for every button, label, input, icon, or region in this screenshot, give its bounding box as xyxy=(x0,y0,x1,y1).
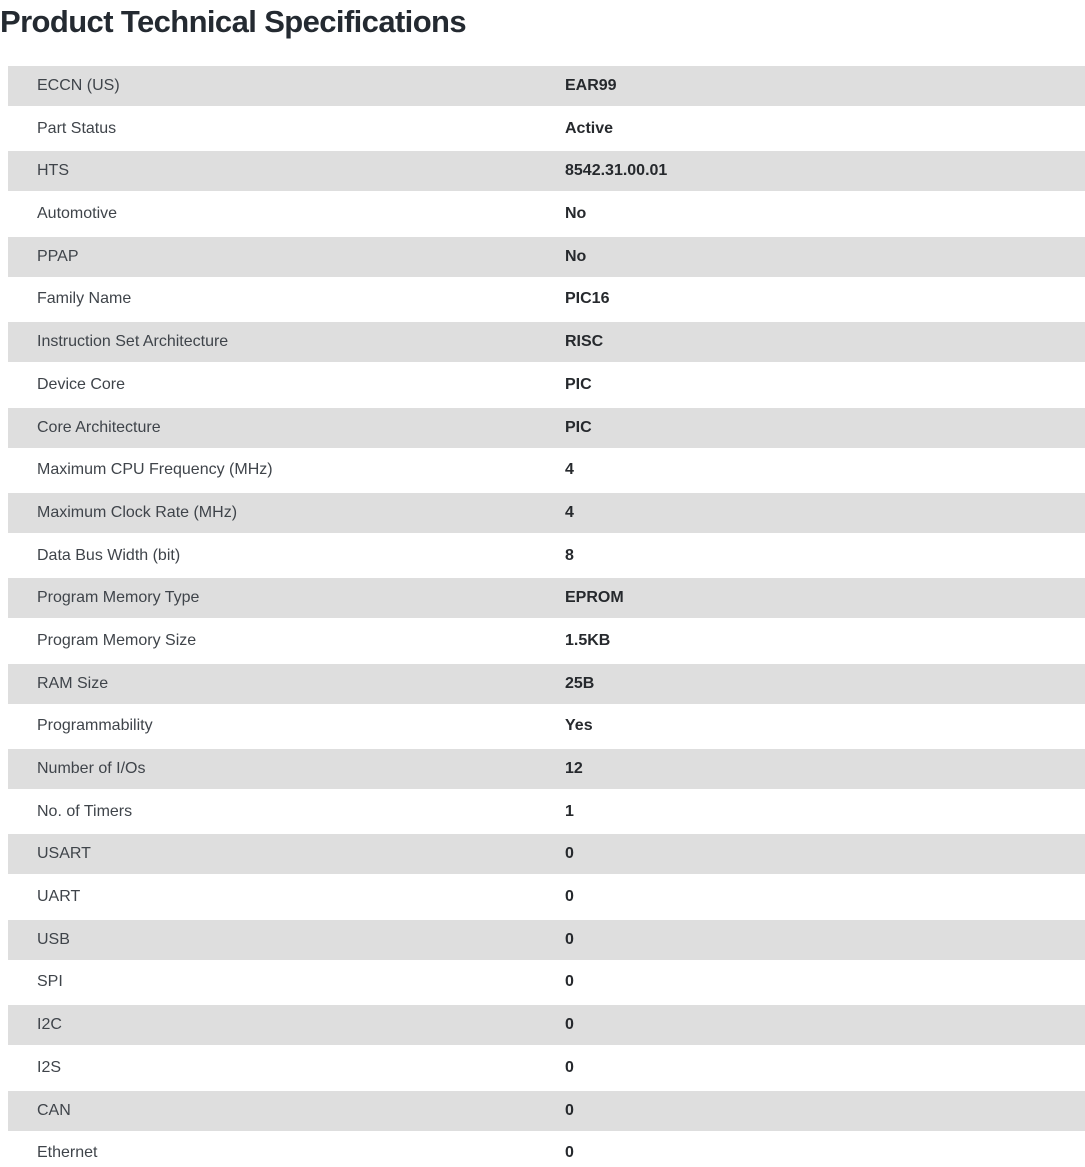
spec-row xyxy=(8,109,1085,149)
spec-row xyxy=(8,322,1085,362)
spec-value: 4 xyxy=(565,461,574,479)
spec-value: RISC xyxy=(565,333,604,351)
spec-value: Active xyxy=(565,119,614,137)
spec-row xyxy=(8,749,1085,789)
spec-row xyxy=(8,664,1085,704)
spec-label: USB xyxy=(37,930,70,948)
spec-row xyxy=(8,237,1085,277)
spec-row xyxy=(8,621,1085,661)
spec-label: PPAP xyxy=(37,247,79,265)
spec-label: Program Memory Size xyxy=(37,631,197,649)
spec-value: 1 xyxy=(565,802,574,820)
spec-label: Maximum Clock Rate (MHz) xyxy=(37,503,238,521)
spec-row xyxy=(8,962,1085,1002)
spec-label: RAM Size xyxy=(37,674,109,692)
spec-table xyxy=(0,66,1085,1167)
spec-label: Automotive xyxy=(37,205,118,223)
spec-label: Device Core xyxy=(37,375,126,393)
spec-value: 0 xyxy=(565,845,574,863)
spec-value: No xyxy=(565,205,587,223)
spec-label: Core Architecture xyxy=(37,418,161,436)
spec-row xyxy=(8,194,1085,234)
spec-row xyxy=(8,1091,1085,1131)
spec-value: 0 xyxy=(565,930,574,948)
spec-label: Family Name xyxy=(37,290,132,308)
spec-row xyxy=(8,1005,1085,1045)
spec-value: 0 xyxy=(565,973,574,991)
spec-row xyxy=(8,66,1085,106)
spec-label: Program Memory Type xyxy=(37,589,200,607)
spec-label: No. of Timers xyxy=(37,802,133,820)
spec-value: 0 xyxy=(565,1058,574,1076)
spec-value: EAR99 xyxy=(565,77,617,94)
spec-value: No xyxy=(565,247,587,265)
spec-row xyxy=(8,1048,1085,1088)
spec-label: USART xyxy=(37,845,91,863)
spec-row xyxy=(8,279,1085,319)
spec-value: PIC xyxy=(565,418,592,436)
spec-label: UART xyxy=(37,888,81,906)
page-title: Product Technical Specifications xyxy=(0,4,467,39)
spec-value: 8542.31.00.01 xyxy=(565,162,668,180)
spec-row xyxy=(8,920,1085,960)
spec-value: 1.5KB xyxy=(565,631,611,649)
spec-label: Instruction Set Architecture xyxy=(37,333,229,351)
spec-label: Part Status xyxy=(37,119,117,137)
spec-label: Data Bus Width (bit) xyxy=(37,546,181,564)
spec-row xyxy=(8,578,1085,618)
spec-value: PIC xyxy=(565,375,592,393)
spec-label: Maximum CPU Frequency (MHz) xyxy=(37,461,273,479)
spec-value: PIC16 xyxy=(565,290,610,308)
spec-row xyxy=(8,536,1085,576)
spec-value: 4 xyxy=(565,503,574,521)
spec-row xyxy=(8,1133,1085,1167)
spec-row xyxy=(8,792,1085,832)
spec-row xyxy=(8,365,1085,405)
spec-value: 25B xyxy=(565,674,595,692)
spec-row xyxy=(8,408,1085,448)
spec-label: Number of I/Os xyxy=(37,760,146,777)
spec-value: EPROM xyxy=(565,589,624,607)
spec-label: HTS xyxy=(37,162,69,180)
spec-label: ECCN (US) xyxy=(37,77,120,94)
spec-row xyxy=(8,877,1085,917)
spec-value: 0 xyxy=(565,1144,574,1162)
spec-value: 0 xyxy=(565,888,574,906)
spec-row xyxy=(8,493,1085,533)
spec-label: Ethernet xyxy=(37,1144,98,1162)
spec-label: Programmability xyxy=(37,717,153,735)
spec-value: 0 xyxy=(565,1101,574,1119)
spec-row xyxy=(8,834,1085,874)
spec-value: 12 xyxy=(565,760,583,777)
spec-value: 8 xyxy=(565,546,574,564)
spec-value: 0 xyxy=(565,1016,574,1034)
spec-row xyxy=(8,450,1085,490)
spec-label: I2S xyxy=(37,1058,62,1076)
spec-label: I2C xyxy=(37,1016,62,1034)
spec-row xyxy=(8,706,1085,746)
spec-label: CAN xyxy=(37,1101,71,1119)
spec-label: SPI xyxy=(37,973,63,991)
spec-row xyxy=(8,151,1085,191)
spec-value: Yes xyxy=(565,717,593,735)
